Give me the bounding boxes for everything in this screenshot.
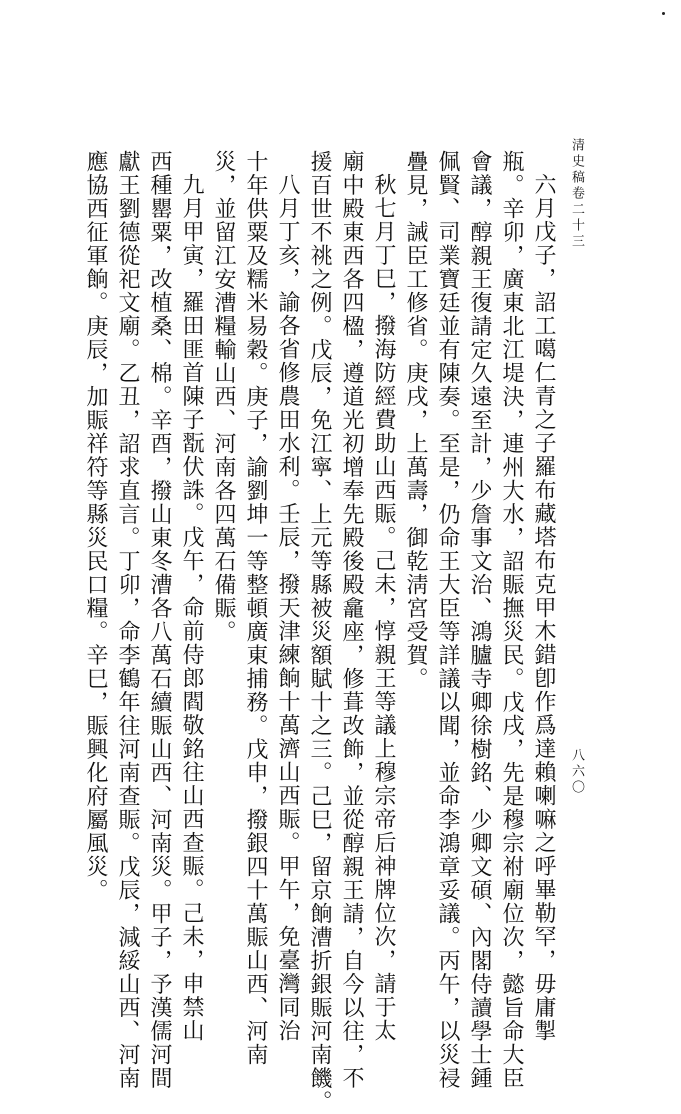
text-column-13: 西種罌粟，改植桑、棉。辛酉，撥山東冬漕各八萬石續賑山西、河南災。甲子，予漢儒河間 [147,150,172,1090]
text-column-6: 秋七月丁巳，撥海防經費助山西賑。己未，惇親王等議上穆宗帝后神牌位次，請于太 [371,173,396,1043]
text-column-7: 廟中殿東西各四楹，遵道光初增奉先殿後殿龕座，修葺改飾，並從醇親王請，自今以往，不 [339,150,364,1090]
text-column-2: 瓶。辛卯，廣東北江堤決，連州大水，詔賑撫災民。戊戌，先是穆宗祔廟位次，懿旨命大臣 [499,150,524,1090]
running-header-title: 清史稿卷二十三 [569,138,584,250]
text-column-14: 獻王劉德從祀文廟。乙丑，詔求直言。丁卯，命李鶴年往河南查賑。戊辰，減綏山西、河南 [115,150,140,1090]
text-column-3: 會議，醇親王復請定久遠至計，少詹事文治、鴻臚寺卿徐樹銘、少卿文碩、內閣侍讀學士鍾 [467,150,492,1090]
text-column-8: 援百世不祧之例。戊辰，免江寧、上元等縣被災額賦十之三。己巳，留京餉漕折銀賑河南饑。 [307,150,332,1114]
text-column-5: 疊見，誡臣工修省。庚戌，上萬壽，御乾淸宮受賀。 [403,150,428,691]
text-column-1: 六月戊子，詔工噶仁青之子羅布藏塔布克甲木錯卽作爲達賴喇嘛之呼畢勒罕，毋庸掣 [531,173,556,1043]
page-number: 八六〇 [569,748,584,796]
text-column-15: 應協西征軍餉。庚辰，加賑祥符等縣災民口糧。辛巳，賑興化府屬風災。 [83,150,108,902]
text-column-11: 災，並留江安漕糧輸山西、河南各四萬石備賑。 [211,150,236,644]
text-column-12: 九月甲寅，羅田匪首陳子翫伏誅。戊午，命前侍郎閻敬銘往山西查賑。己未，申禁山 [179,173,204,1043]
text-column-10: 十年供粟及糯米易穀。庚子，諭劉坤一等整頓廣東捕務。戊申，撥銀四十萬賑山西、河南 [243,150,268,1067]
text-column-9: 八月丁亥，諭各省修農田水利。壬辰，撥天津練餉十萬濟山西賑。甲午，免臺灣同治 [275,173,300,1043]
scan-speck [662,12,665,15]
text-column-4: 佩賢、司業寶廷並有陳奏。至是，仍命王大臣等詳議以聞，並命李鴻章妥議。丙午，以災祲 [435,150,460,1090]
